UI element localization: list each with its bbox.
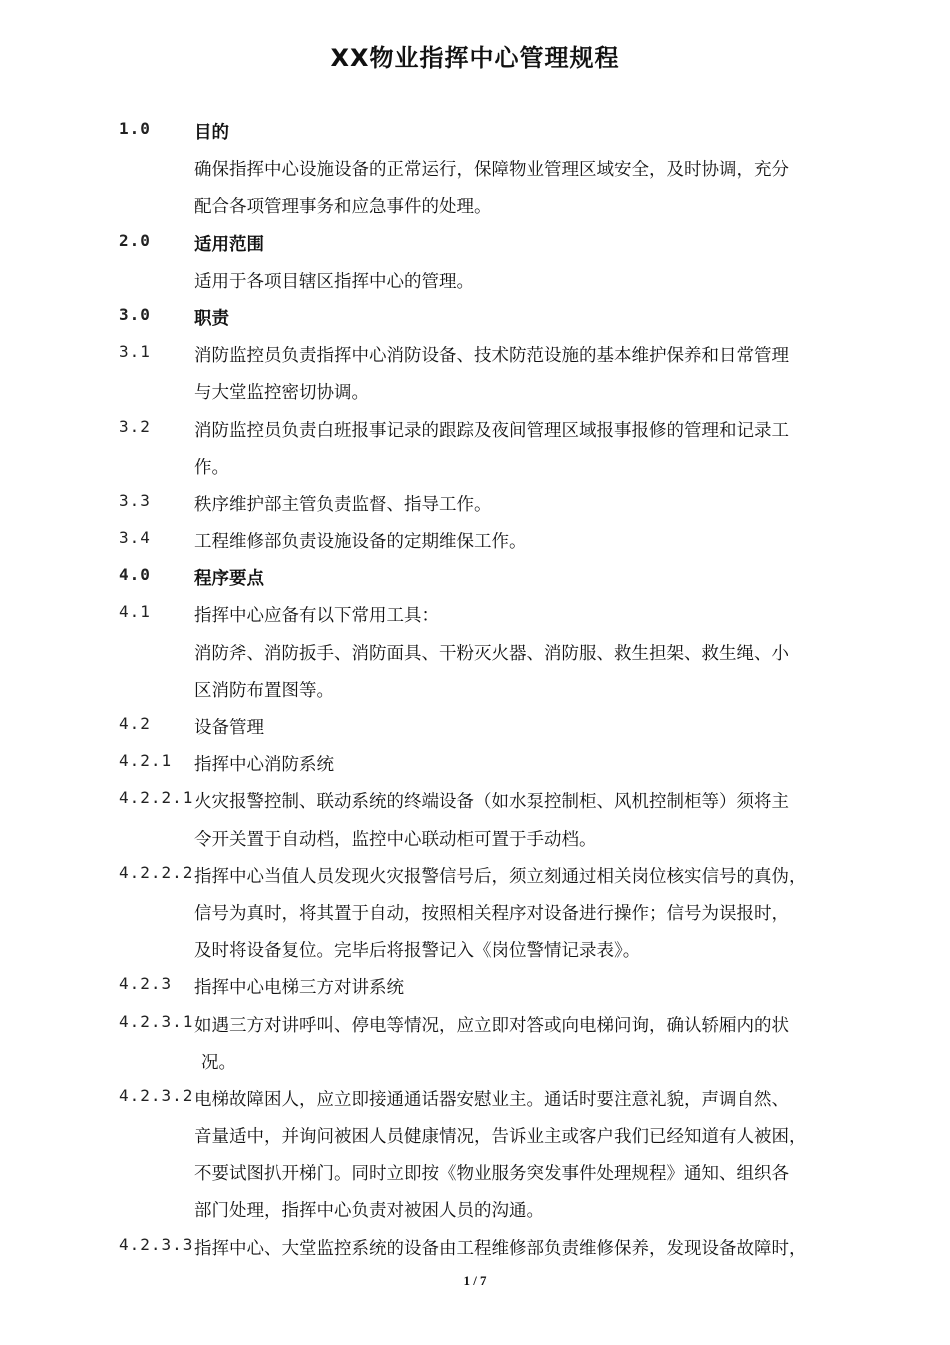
clause-text: 消防斧、消防扳手、消防面具、干粉灭火器、消防服、救生担架、救生绳、小 — [194, 643, 789, 664]
text-line — [0, 450, 950, 487]
clause-number: 4.0 — [119, 565, 151, 585]
clause-text: 区消防布置图等。 — [194, 680, 334, 701]
page-number: 1 / 7 — [463, 1273, 487, 1288]
text-line — [0, 338, 950, 375]
text-line — [0, 1193, 950, 1230]
text-line — [0, 375, 950, 412]
clause-text: 况。 — [201, 1052, 236, 1073]
clause-number: 4.2.3.1 — [119, 1011, 194, 1031]
clause-text: 不要试图扒开梯门。同时立即按《物业服务突发事件处理规程》通知、组织各 — [194, 1164, 789, 1185]
text-line — [0, 413, 950, 450]
text-line — [0, 747, 950, 784]
text-line — [0, 598, 950, 635]
clause-number: 3.2 — [119, 416, 151, 436]
heading-text: 程序要点 — [194, 569, 264, 590]
clause-number: 4.2 — [119, 714, 151, 733]
clause-text: 指挥中心电梯三方对讲系统 — [194, 978, 404, 999]
clause-text: 及时将设备复位。完毕后将报警记入《岗位警情记录表》。 — [194, 941, 641, 962]
text-line — [0, 189, 950, 226]
clause-number: 2.0 — [119, 230, 151, 250]
clause-text: 指挥中心、大堂监控系统的设备由工程维修部负责维修保养，发现设备故障时， — [194, 1238, 807, 1259]
document-title: XX物业指挥中心管理规程 — [330, 44, 620, 72]
clause-text: 电梯故障困人，应立即接通通话器安慰业主。通话时要注意礼貌，声调自然、 — [194, 1089, 789, 1110]
text-line — [0, 1119, 950, 1156]
section-heading — [0, 115, 950, 152]
clause-text: 消防监控员负责指挥中心消防设备、技术防范设施的基本维护保养和日常管理 — [194, 346, 789, 367]
text-line — [0, 487, 950, 524]
section-heading — [0, 227, 950, 264]
text-line — [0, 673, 950, 710]
clause-text: 配合各项管理事务和应急事件的处理。 — [194, 197, 492, 218]
clause-number: 4.2.2.1 — [119, 788, 194, 808]
section-heading — [0, 561, 950, 598]
text-line — [0, 859, 950, 896]
clause-text: 设备管理 — [194, 718, 264, 738]
clause-number: 3.3 — [119, 490, 151, 510]
clause-number: 4.2.1 — [119, 751, 173, 771]
text-line — [0, 152, 950, 189]
text-line — [0, 636, 950, 673]
clause-text: 秩序维护部主管负责监督、指导工作。 — [194, 494, 492, 515]
clause-number: 3.4 — [119, 528, 151, 548]
text-line — [0, 1045, 950, 1082]
clause-text: 消防监控员负责白班报事记录的跟踪及夜间管理区域报事报修的管理和记录工 — [194, 420, 789, 441]
heading-text: 适用范围 — [194, 234, 264, 255]
clause-number: 4.2.3.2 — [119, 1085, 194, 1105]
clause-text: 令开关置于自动档，监控中心联动柜可置于手动档。 — [194, 829, 597, 850]
text-line — [0, 264, 950, 301]
clause-number: 4.2.2.2 — [119, 862, 194, 882]
clause-text: 工程维修部负责设施设备的定期维保工作。 — [194, 532, 527, 553]
clause-text: 如遇三方对讲呼叫、停电等情况，应立即对答或向电梯问询，确认轿厢内的状 — [194, 1015, 789, 1036]
clause-number: 1.0 — [119, 119, 151, 138]
clause-text: 适用于各项目辖区指挥中心的管理。 — [194, 271, 474, 292]
text-line — [0, 896, 950, 933]
text-line — [0, 524, 950, 561]
document-body — [0, 115, 950, 1268]
clause-text: 部门处理，指挥中心负责对被困人员的沟通。 — [194, 1201, 544, 1222]
clause-text: 火灾报警控制、联动系统的终端设备（如水泵控制柜、风机控制柜等）须将主 — [194, 792, 789, 813]
text-line — [0, 1231, 950, 1268]
clause-number: 4.2.3 — [119, 974, 173, 994]
text-line — [0, 784, 950, 821]
clause-text: 指挥中心应备有以下常用工具： — [194, 606, 439, 627]
text-line — [0, 1008, 950, 1045]
text-line — [0, 822, 950, 859]
clause-number: 4.2.3.3 — [119, 1234, 194, 1254]
text-line — [0, 710, 950, 747]
clause-text: 指挥中心消防系统 — [194, 755, 334, 776]
clause-text: 指挥中心当值人员发现火灾报警信号后，须立刻通过相关岗位核实信号的真伪， — [194, 866, 807, 887]
heading-text: 职责 — [194, 308, 229, 329]
text-line — [0, 1156, 950, 1193]
clause-text: 确保指挥中心设施设备的正常运行，保障物业管理区域安全，及时协调，充分 — [194, 160, 789, 181]
clause-text: 与大堂监控密切协调。 — [194, 383, 369, 404]
clause-text: 作。 — [194, 457, 229, 478]
clause-number: 4.1 — [119, 602, 151, 622]
text-line — [0, 1082, 950, 1119]
heading-text: 目的 — [194, 123, 229, 143]
section-heading — [0, 301, 950, 338]
clause-number: 3.1 — [119, 342, 151, 362]
text-line — [0, 933, 950, 970]
clause-text: 音量适中，并询问被困人员健康情况，告诉业主或客户我们已经知道有人被困， — [194, 1127, 807, 1148]
text-line — [0, 970, 950, 1007]
clause-number: 3.0 — [119, 304, 151, 324]
clause-text: 信号为真时，将其置于自动，按照相关程序对设备进行操作；信号为误报时， — [194, 903, 789, 924]
